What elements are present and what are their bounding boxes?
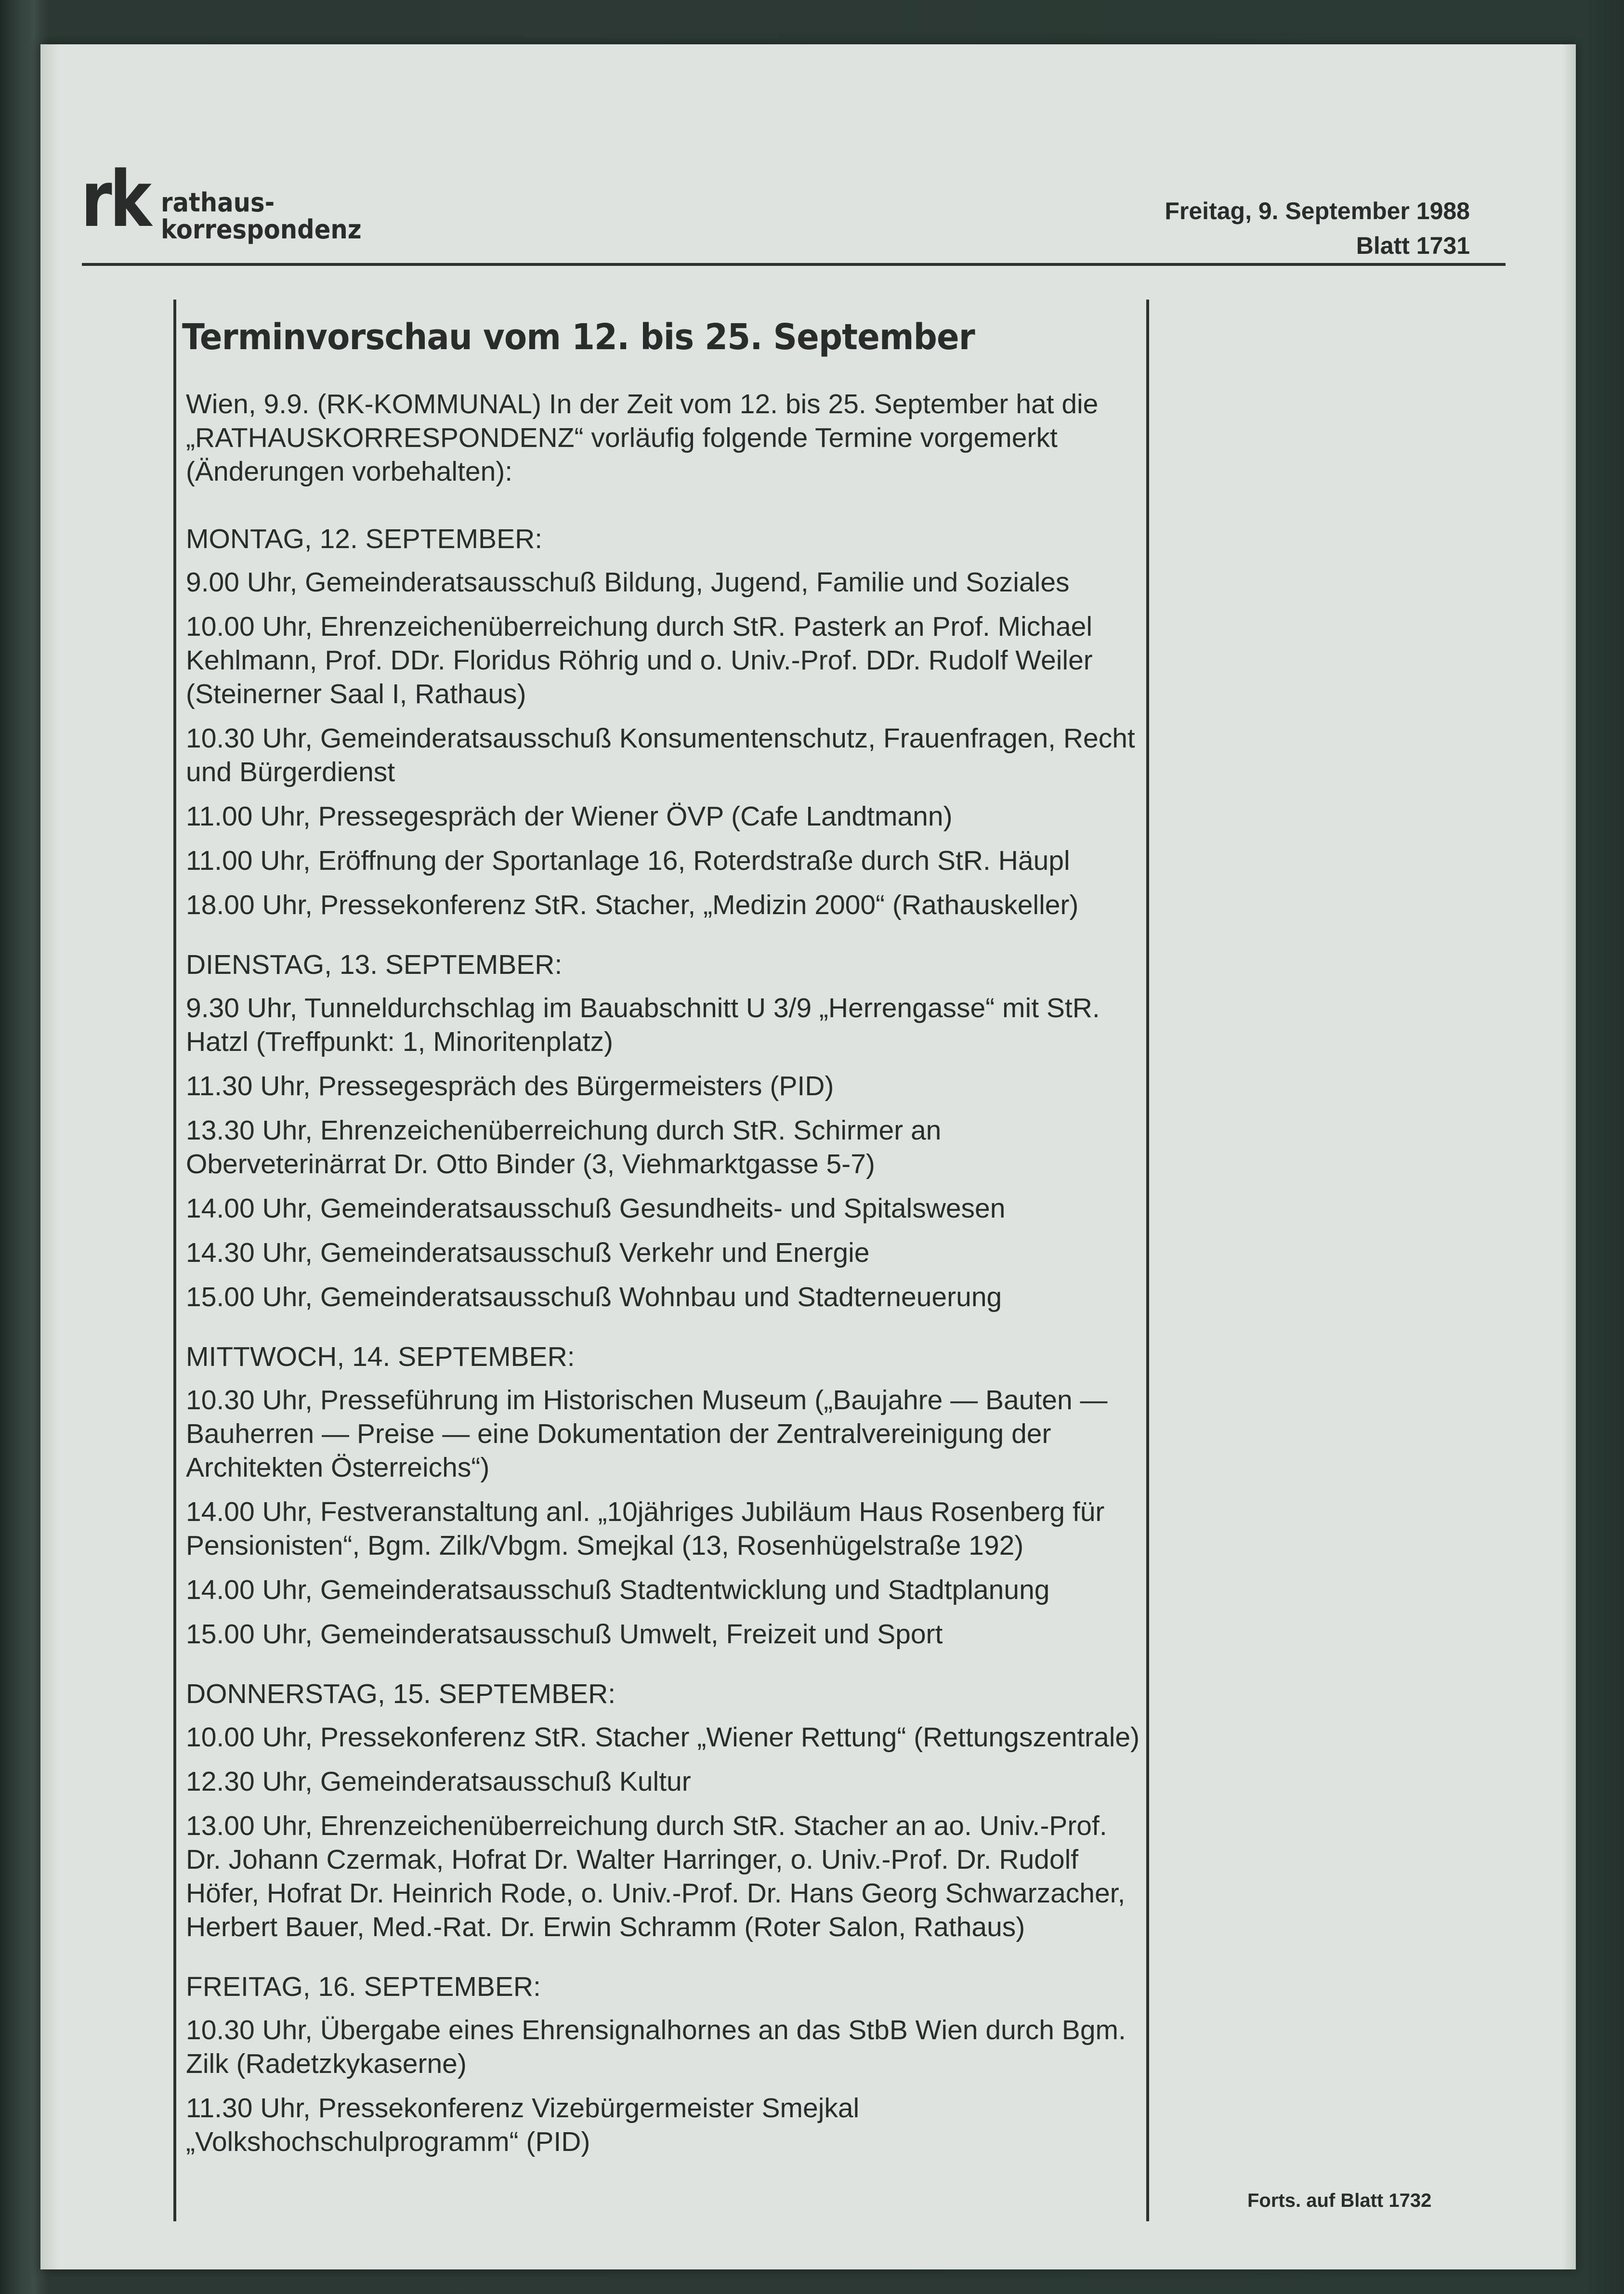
day-heading: FREITAG, 16. SEPTEMBER: (186, 1971, 541, 2002)
schedule-entry: 13.30 Uhr, Ehrenzeichenüberreichung durch StR. Schirmer an Oberveterinärrat Dr. Otto Binder (3, Viehmarktgasse 5-7) (186, 1115, 942, 1180)
day-block (186, 1677, 1144, 1944)
schedule-entry: 18.00 Uhr, Pressekonferenz StR. Stacher, „Medizin 2000“ (Rathauskeller) (186, 890, 1079, 920)
schedule-entry: 10.00 Uhr, Pressekonferenz StR. Stacher „Wiener Rettung“ (Rettungszentrale) (186, 1722, 1140, 1753)
logo-text-line2: korrespondenz (161, 214, 362, 245)
page-right-edge (1562, 44, 1576, 2269)
schedule-entry: 14.30 Uhr, Gemeinderatsausschuß Verkehr und Energie (186, 1237, 870, 1268)
schedule-entry: 15.00 Uhr, Gemeinderatsausschuß Wohnbau und Stadterneuerung (186, 1282, 1002, 1312)
header-sheet-number: Blatt 1731 (1356, 232, 1470, 259)
day-heading: DIENSTAG, 13. SEPTEMBER: (186, 949, 563, 980)
schedule-entry: 10.30 Uhr, Übergabe eines Ehrensignalhornes an das StbB Wien durch Bgm. Zilk (Radetzkykaserne) (186, 2015, 1126, 2079)
schedule-list (186, 522, 1144, 2159)
schedule-entry: 15.00 Uhr, Gemeinderatsausschuß Umwelt, Freizeit und Sport (186, 1619, 943, 1650)
day-heading: MONTAG, 12. SEPTEMBER: (186, 524, 543, 554)
day-heading: MITTWOCH, 14. SEPTEMBER: (186, 1341, 575, 1372)
schedule-entry: 11.00 Uhr, Pressegespräch der Wiener ÖVP (Cafe Landtmann) (186, 801, 953, 832)
schedule-entry: 10.30 Uhr, Presseführung im Historischen Museum („Baujahre — Bauten — Bauherren — Preise — eine Dokumentation der Zentralvereinigung der Architekten Österreichs“) (186, 1385, 1108, 1483)
schedule-entry: 10.30 Uhr, Gemeinderatsausschuß Konsumentenschutz, Frauenfragen, Recht und Bürgerdienst (186, 723, 1135, 787)
article (182, 314, 1144, 2185)
document-page (40, 44, 1576, 2269)
column-rule-right (1146, 300, 1149, 2221)
schedule-entry: 11.30 Uhr, Pressekonferenz Vizebürgermeister Smejkal „Volkshochschulprogramm“ (PID) (186, 2093, 860, 2157)
article-intro: Wien, 9.9. (RK-KOMMUNAL) In der Zeit vom 12. bis 25. September hat die „RATHAUSKORRESPONDENZ“ vorläufig folgende Termine vorgemerkt (Änderungen vorbehalten): (186, 389, 1099, 487)
logo-text-line1: rathaus- (161, 187, 275, 218)
day-block (186, 948, 1144, 1314)
schedule-entry: 14.00 Uhr, Gemeinderatsausschuß Stadtentwicklung und Stadtplanung (186, 1574, 1050, 1605)
logo-mark: rk (81, 154, 150, 244)
schedule-entry: 11.00 Uhr, Eröffnung der Sportanlage 16, Roterdstraße durch StR. Häupl (186, 845, 1070, 876)
schedule-entry: 13.00 Uhr, Ehrenzeichenüberreichung durch StR. Stacher an ao. Univ.-Prof. Dr. Johann Czermak, Hofrat Dr. Walter Harringer, o. Univ.-Prof. Dr. Rudolf Höfer, Hofrat Dr. Heinrich Rode, o. Univ.-Prof. Dr. Hans Georg Schwarzacher, Herbert Bauer, Med.-Rat. Dr. Erwin Schramm (Roter Salon, Rathaus) (186, 1810, 1126, 1942)
schedule-entry: 11.30 Uhr, Pressegespräch des Bürgermeisters (PID) (186, 1071, 834, 1101)
schedule-entry: 10.00 Uhr, Ehrenzeichenüberreichung durch StR. Pasterk an Prof. Michael Kehlmann, Prof. DDr. Floridus Röhrig und o. Univ.-Prof. DDr. Rudolf Weiler (Steinerner Saal I, Rathaus) (186, 611, 1093, 709)
column-rule-left (173, 300, 176, 2221)
day-block (186, 1340, 1144, 1651)
header-divider (82, 263, 1506, 266)
schedule-entry: 14.00 Uhr, Festveranstaltung anl. „10jähriges Jubiläum Haus Rosenberg für Pensionisten“, Bgm. Zilk/Vbgm. Smejkal (13, Rosenhügelstraße 192) (186, 1496, 1105, 1561)
article-headline: Terminvorschau vom 12. bis 25. September (182, 316, 975, 358)
day-block (186, 522, 1144, 922)
schedule-entry: 9.00 Uhr, Gemeinderatsausschuß Bildung, Jugend, Familie und Soziales (186, 567, 1070, 598)
schedule-entry: 9.30 Uhr, Tunneldurchschlag im Bauabschnitt U 3/9 „Herrengasse“ mit StR. Hatzl (Treffpunkt: 1, Minoritenplatz) (186, 993, 1100, 1057)
schedule-entry: 14.00 Uhr, Gemeinderatsausschuß Gesundheits- und Spitalswesen (186, 1193, 1006, 1224)
continuation-note: Forts. auf Blatt 1732 (1247, 2190, 1432, 2211)
page-left-edge (40, 44, 60, 2269)
day-block (186, 1970, 1144, 2159)
header-date: Freitag, 9. September 1988 (1165, 197, 1470, 224)
schedule-entry: 12.30 Uhr, Gemeinderatsausschuß Kultur (186, 1766, 691, 1797)
day-heading: DONNERSTAG, 15. SEPTEMBER: (186, 1678, 616, 1709)
